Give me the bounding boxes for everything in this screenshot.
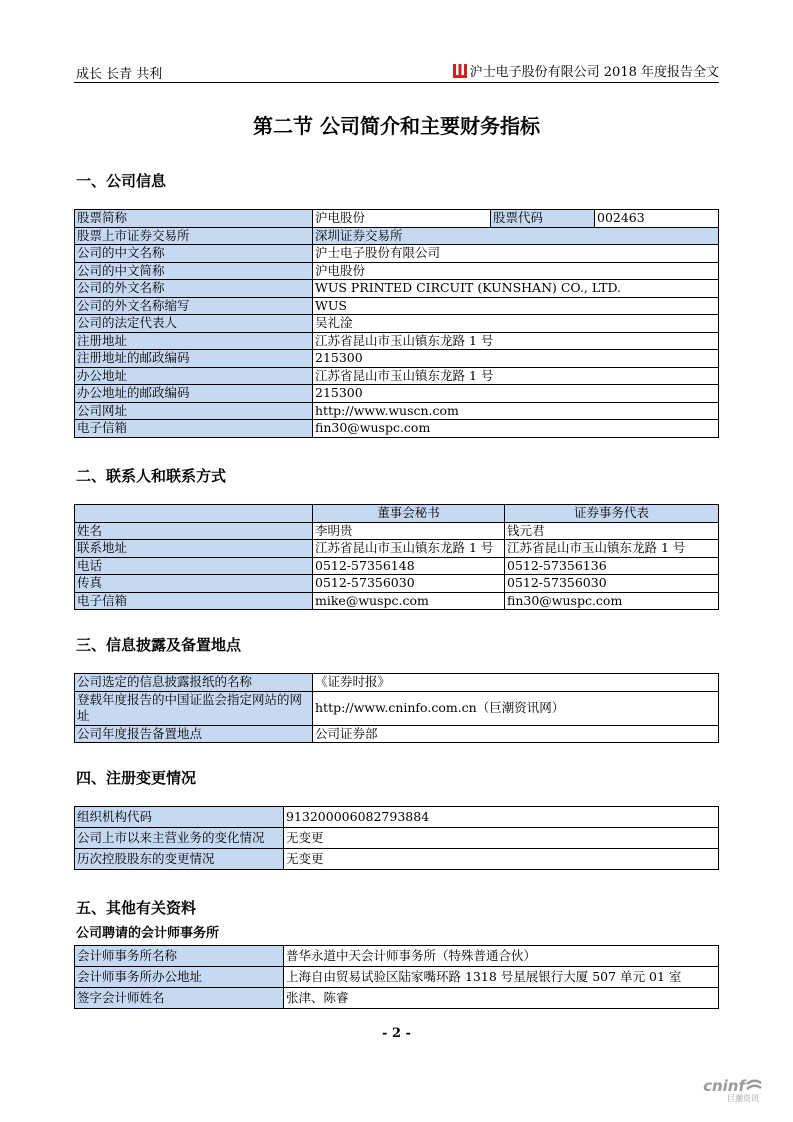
table-row xyxy=(75,315,719,333)
cell-value: WUS xyxy=(313,297,719,315)
cell-label: 姓名 xyxy=(75,522,313,540)
cell-value: 913200006082793884 xyxy=(284,807,719,828)
table-row xyxy=(75,227,719,245)
header-divider xyxy=(74,82,719,83)
table-row xyxy=(75,540,719,558)
company-info-table xyxy=(74,209,719,438)
cell-label: 公司选定的信息披露报纸的名称 xyxy=(75,674,313,692)
cell-value: 钱元君 xyxy=(505,522,719,540)
table-row xyxy=(75,557,719,575)
wus-logo-icon xyxy=(452,63,468,79)
table-row xyxy=(75,946,719,967)
cell-value: 《证券时报》 xyxy=(313,674,719,692)
cell-value: 江苏省昆山市玉山镇东龙路 1 号 xyxy=(313,332,719,350)
table-row xyxy=(75,210,719,228)
column-header: 证券事务代表 xyxy=(505,505,719,523)
cell-value: 江苏省昆山市玉山镇东龙路 1 号 xyxy=(313,367,719,385)
cell-label: 电子信箱 xyxy=(75,592,313,610)
watermark-subtext: 巨潮资讯 xyxy=(727,1094,759,1103)
cell-value: 沪电股份 xyxy=(313,210,491,228)
section-heading-disclosure: 三、信息披露及备置地点 xyxy=(76,636,242,654)
cell-label: 公司的中文简称 xyxy=(75,262,313,280)
cell-label: 登载年度报告的中国证监会指定网站的网址 xyxy=(75,691,313,725)
table-row xyxy=(75,402,719,420)
cell-value: 江苏省昆山市玉山镇东龙路 1 号 xyxy=(313,540,505,558)
cell-value: 无变更 xyxy=(284,849,719,870)
cell-value: 0512-57356030 xyxy=(313,575,505,593)
cell-label: 会计师事务所办公地址 xyxy=(75,967,284,988)
cell-value: 普华永道中天会计师事务所（特殊普通合伙） xyxy=(284,946,719,967)
header-motto: 成长 长青 共利 xyxy=(76,67,163,82)
cell-label: 股票上市证券交易所 xyxy=(75,227,313,245)
table-row xyxy=(75,725,719,743)
cell-value: 0512-57356030 xyxy=(505,575,719,593)
cell-label: 股票代码 xyxy=(491,210,595,228)
cell-label: 联系地址 xyxy=(75,540,313,558)
cell-value: 深圳证券交易所 xyxy=(313,227,719,245)
table-row xyxy=(75,385,719,403)
section-heading-company-info: 一、公司信息 xyxy=(76,172,167,190)
cell-value: 李明贵 xyxy=(313,522,505,540)
cell-label: 注册地址的邮政编码 xyxy=(75,350,313,368)
cell-label: 公司的外文名称缩写 xyxy=(75,297,313,315)
cell-label: 公司上市以来主营业务的变化情况 xyxy=(75,828,284,849)
cell-value: 公司证券部 xyxy=(313,725,719,743)
cell-value: 215300 xyxy=(313,385,719,403)
table-row xyxy=(75,592,719,610)
contacts-table xyxy=(74,504,719,610)
table-row xyxy=(75,367,719,385)
subsection-heading-auditor: 公司聘请的会计师事务所 xyxy=(76,926,220,941)
cell-value: 0512-57356148 xyxy=(313,557,505,575)
table-row xyxy=(75,575,719,593)
cell-value: 0512-57356136 xyxy=(505,557,719,575)
table-row xyxy=(75,420,719,438)
cell-label: 公司的外文名称 xyxy=(75,280,313,298)
watermark-text: cninf xyxy=(703,1077,745,1095)
table-row xyxy=(75,522,719,540)
table-row xyxy=(75,849,719,870)
cell-label: 历次控股股东的变更情况 xyxy=(75,849,284,870)
cell-value: 吴礼淦 xyxy=(313,315,719,333)
disclosure-table xyxy=(74,673,719,743)
cell-value: 江苏省昆山市玉山镇东龙路 1 号 xyxy=(505,540,719,558)
column-header: 董事会秘书 xyxy=(313,505,505,523)
cell-value: 沪电股份 xyxy=(313,262,719,280)
cell-blank xyxy=(75,505,313,523)
cell-value: 215300 xyxy=(313,350,719,368)
cell-value: 沪士电子股份有限公司 xyxy=(313,245,719,263)
table-row xyxy=(75,297,719,315)
cell-value: fin30@wuspc.com xyxy=(313,420,719,438)
cell-label: 公司网址 xyxy=(75,402,313,420)
table-row xyxy=(75,505,719,523)
cell-value: fin30@wuspc.com xyxy=(505,592,719,610)
cell-label: 组织机构代码 xyxy=(75,807,284,828)
table-row xyxy=(75,350,719,368)
cell-value: 上海自由贸易试验区陆家嘴环路 1318 号星展银行大厦 507 单元 01 室 xyxy=(284,967,719,988)
cell-value: 无变更 xyxy=(284,828,719,849)
table-row xyxy=(75,245,719,263)
table-row xyxy=(75,674,719,692)
cell-value: WUS PRINTED CIRCUIT (KUNSHAN) CO., LTD. xyxy=(313,280,719,298)
section-heading-other-info: 五、其他有关资料 xyxy=(76,899,197,917)
table-row xyxy=(75,262,719,280)
cell-label: 股票简称 xyxy=(75,210,313,228)
cell-label: 注册地址 xyxy=(75,332,313,350)
cell-value: 002463 xyxy=(595,210,719,228)
registration-table xyxy=(74,806,719,870)
cell-label: 公司年度报告备置地点 xyxy=(75,725,313,743)
cell-label: 电子信箱 xyxy=(75,420,313,438)
cell-label: 办公地址 xyxy=(75,367,313,385)
table-row xyxy=(75,691,719,725)
auditor-table xyxy=(74,945,719,1009)
table-row xyxy=(75,332,719,350)
cninfo-swirl-icon xyxy=(745,1078,763,1094)
cell-value: http://www.cninfo.com.cn（巨潮资讯网） xyxy=(313,691,719,725)
table-row xyxy=(75,828,719,849)
cell-value: http://www.wuscn.com xyxy=(313,402,719,420)
cell-value: 张津、陈睿 xyxy=(284,988,719,1009)
section-heading-contacts: 二、联系人和联系方式 xyxy=(76,467,227,485)
section-heading-registration: 四、注册变更情况 xyxy=(76,769,197,787)
cell-label: 公司的法定代表人 xyxy=(75,315,313,333)
cell-value: mike@wuspc.com xyxy=(313,592,505,610)
table-row xyxy=(75,807,719,828)
cell-label: 会计师事务所名称 xyxy=(75,946,284,967)
page-number: - 2 - xyxy=(382,1026,411,1041)
cell-label: 签字会计师姓名 xyxy=(75,988,284,1009)
header-report-title xyxy=(452,61,719,80)
table-row xyxy=(75,967,719,988)
cell-label: 办公地址的邮政编码 xyxy=(75,385,313,403)
cell-label: 电话 xyxy=(75,557,313,575)
cell-label: 公司的中文名称 xyxy=(75,245,313,263)
page-title: 第二节 公司简介和主要财务指标 xyxy=(253,114,540,138)
cell-label: 传真 xyxy=(75,575,313,593)
table-row xyxy=(75,988,719,1009)
table-row xyxy=(75,280,719,298)
cninfo-watermark xyxy=(703,1077,763,1104)
header-right-text: 沪士电子股份有限公司 2018 年度报告全文 xyxy=(469,65,719,80)
